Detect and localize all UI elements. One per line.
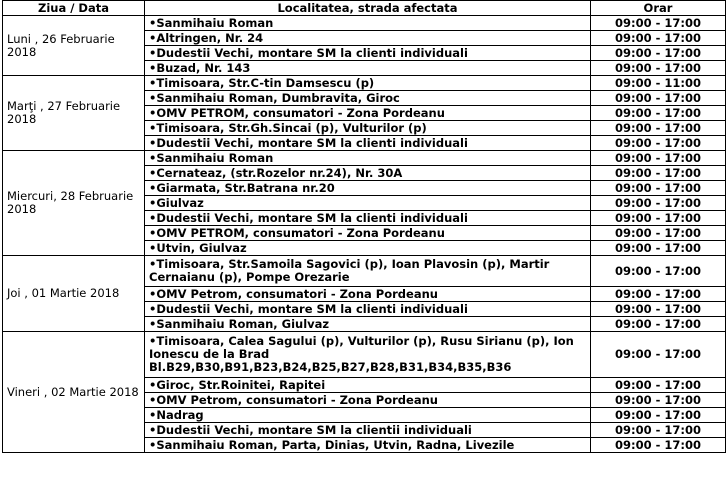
location-cell: •Altringen, Nr. 24 [145,31,591,46]
day-date-cell: Luni , 26 Februarie 2018 [3,16,145,76]
location-cell: •Buzad, Nr. 143 [145,61,591,76]
location-cell: •Sanmihaiu Roman, Giulvaz [145,317,591,332]
time-interval-cell: 09:00 - 17:00 [591,211,726,226]
time-interval-cell: 09:00 - 17:00 [591,256,726,287]
table-row [3,332,726,378]
time-interval-cell: 09:00 - 17:00 [591,91,726,106]
time-interval-cell: 09:00 - 17:00 [591,196,726,211]
time-interval-cell: 09:00 - 17:00 [591,317,726,332]
time-interval-cell: 09:00 - 17:00 [591,408,726,423]
day-date-cell: Joi , 01 Martie 2018 [3,256,145,332]
time-interval-cell: 09:00 - 17:00 [591,136,726,151]
table-row [3,256,726,287]
time-interval-cell: 09:00 - 17:00 [591,181,726,196]
location-cell: •Giarmata, Str.Batrana nr.20 [145,181,591,196]
location-cell: •Timisoara, Str.Gh.Sincai (p), Vulturilor (p) [145,121,591,136]
time-interval-cell: 09:00 - 11:00 [591,76,726,91]
outage-schedule-table [2,0,726,453]
time-interval-cell: 09:00 - 17:00 [591,46,726,61]
location-cell: •Dudestii Vechi, montare SM la clienti individuali [145,302,591,317]
location-cell: •Timisoara, Calea Sagului (p), Vulturilor (p), Rusu Sirianu (p), Ion Ionescu de la Brad Bl.B29,B30,B91,B23,B24,B25,B27,B28,B31,B34,B35,B36 [145,332,591,378]
table-row [3,76,726,91]
time-interval-cell: 09:00 - 17:00 [591,393,726,408]
time-interval-cell: 09:00 - 17:00 [591,287,726,302]
location-cell: •Cernateaz, (str.Rozelor nr.24), Nr. 30A [145,166,591,181]
location-cell: •OMV Petrom, consumatori - Zona Pordeanu [145,393,591,408]
location-cell: •Timisoara, Str.Samoila Sagovici (p), Ioan Plavosin (p), Martir Cernaianu (p), Pompe Orezarie [145,256,591,287]
header-row [3,1,726,16]
time-interval-cell: 09:00 - 17:00 [591,121,726,136]
time-interval-cell: 09:00 - 17:00 [591,31,726,46]
location-cell: •Dudestii Vechi, montare SM la clienti individuali [145,211,591,226]
location-cell: •Sanmihaiu Roman [145,151,591,166]
location-cell: •Dudestii Vechi, montare SM la clienti individuali [145,46,591,61]
time-interval-cell: 09:00 - 17:00 [591,332,726,378]
time-interval-cell: 09:00 - 17:00 [591,166,726,181]
header-day: Ziua / Data [3,1,145,16]
location-cell: •Nadrag [145,408,591,423]
location-cell: •Sanmihaiu Roman, Parta, Dinias, Utvin, Radna, Livezile [145,438,591,453]
day-date-cell: Marţi , 27 Februarie 2018 [3,76,145,151]
time-interval-cell: 09:00 - 17:00 [591,241,726,256]
time-interval-cell: 09:00 - 17:00 [591,61,726,76]
table-row [3,16,726,31]
schedule-body [3,16,726,453]
time-interval-cell: 09:00 - 17:00 [591,151,726,166]
location-cell: •Sanmihaiu Roman, Dumbravita, Giroc [145,91,591,106]
time-interval-cell: 09:00 - 17:00 [591,423,726,438]
location-cell: •OMV PETROM, consumatori - Zona Pordeanu [145,226,591,241]
location-cell: •Utvin, Giulvaz [145,241,591,256]
day-date-cell: Miercuri, 28 Februarie 2018 [3,151,145,256]
location-cell: •OMV Petrom, consumatori - Zona Pordeanu [145,287,591,302]
location-cell: •Sanmihaiu Roman [145,16,591,31]
header-location: Localitatea, strada afectata [145,1,591,16]
time-interval-cell: 09:00 - 17:00 [591,302,726,317]
location-cell: •OMV PETROM, consumatori - Zona Pordeanu [145,106,591,121]
location-cell: •Dudestii Vechi, montare SM la clienti individuali [145,136,591,151]
header-time: Orar [591,1,726,16]
table-row [3,151,726,166]
location-cell: •Giroc, Str.Roinitei, Rapitei [145,378,591,393]
location-cell: •Dudestii Vechi, montare SM la clientii individuali [145,423,591,438]
time-interval-cell: 09:00 - 17:00 [591,226,726,241]
time-interval-cell: 09:00 - 17:00 [591,438,726,453]
location-cell: •Giulvaz [145,196,591,211]
time-interval-cell: 09:00 - 17:00 [591,106,726,121]
time-interval-cell: 09:00 - 17:00 [591,378,726,393]
time-interval-cell: 09:00 - 17:00 [591,16,726,31]
day-date-cell: Vineri , 02 Martie 2018 [3,332,145,453]
location-cell: •Timisoara, Str.C-tin Damsescu (p) [145,76,591,91]
